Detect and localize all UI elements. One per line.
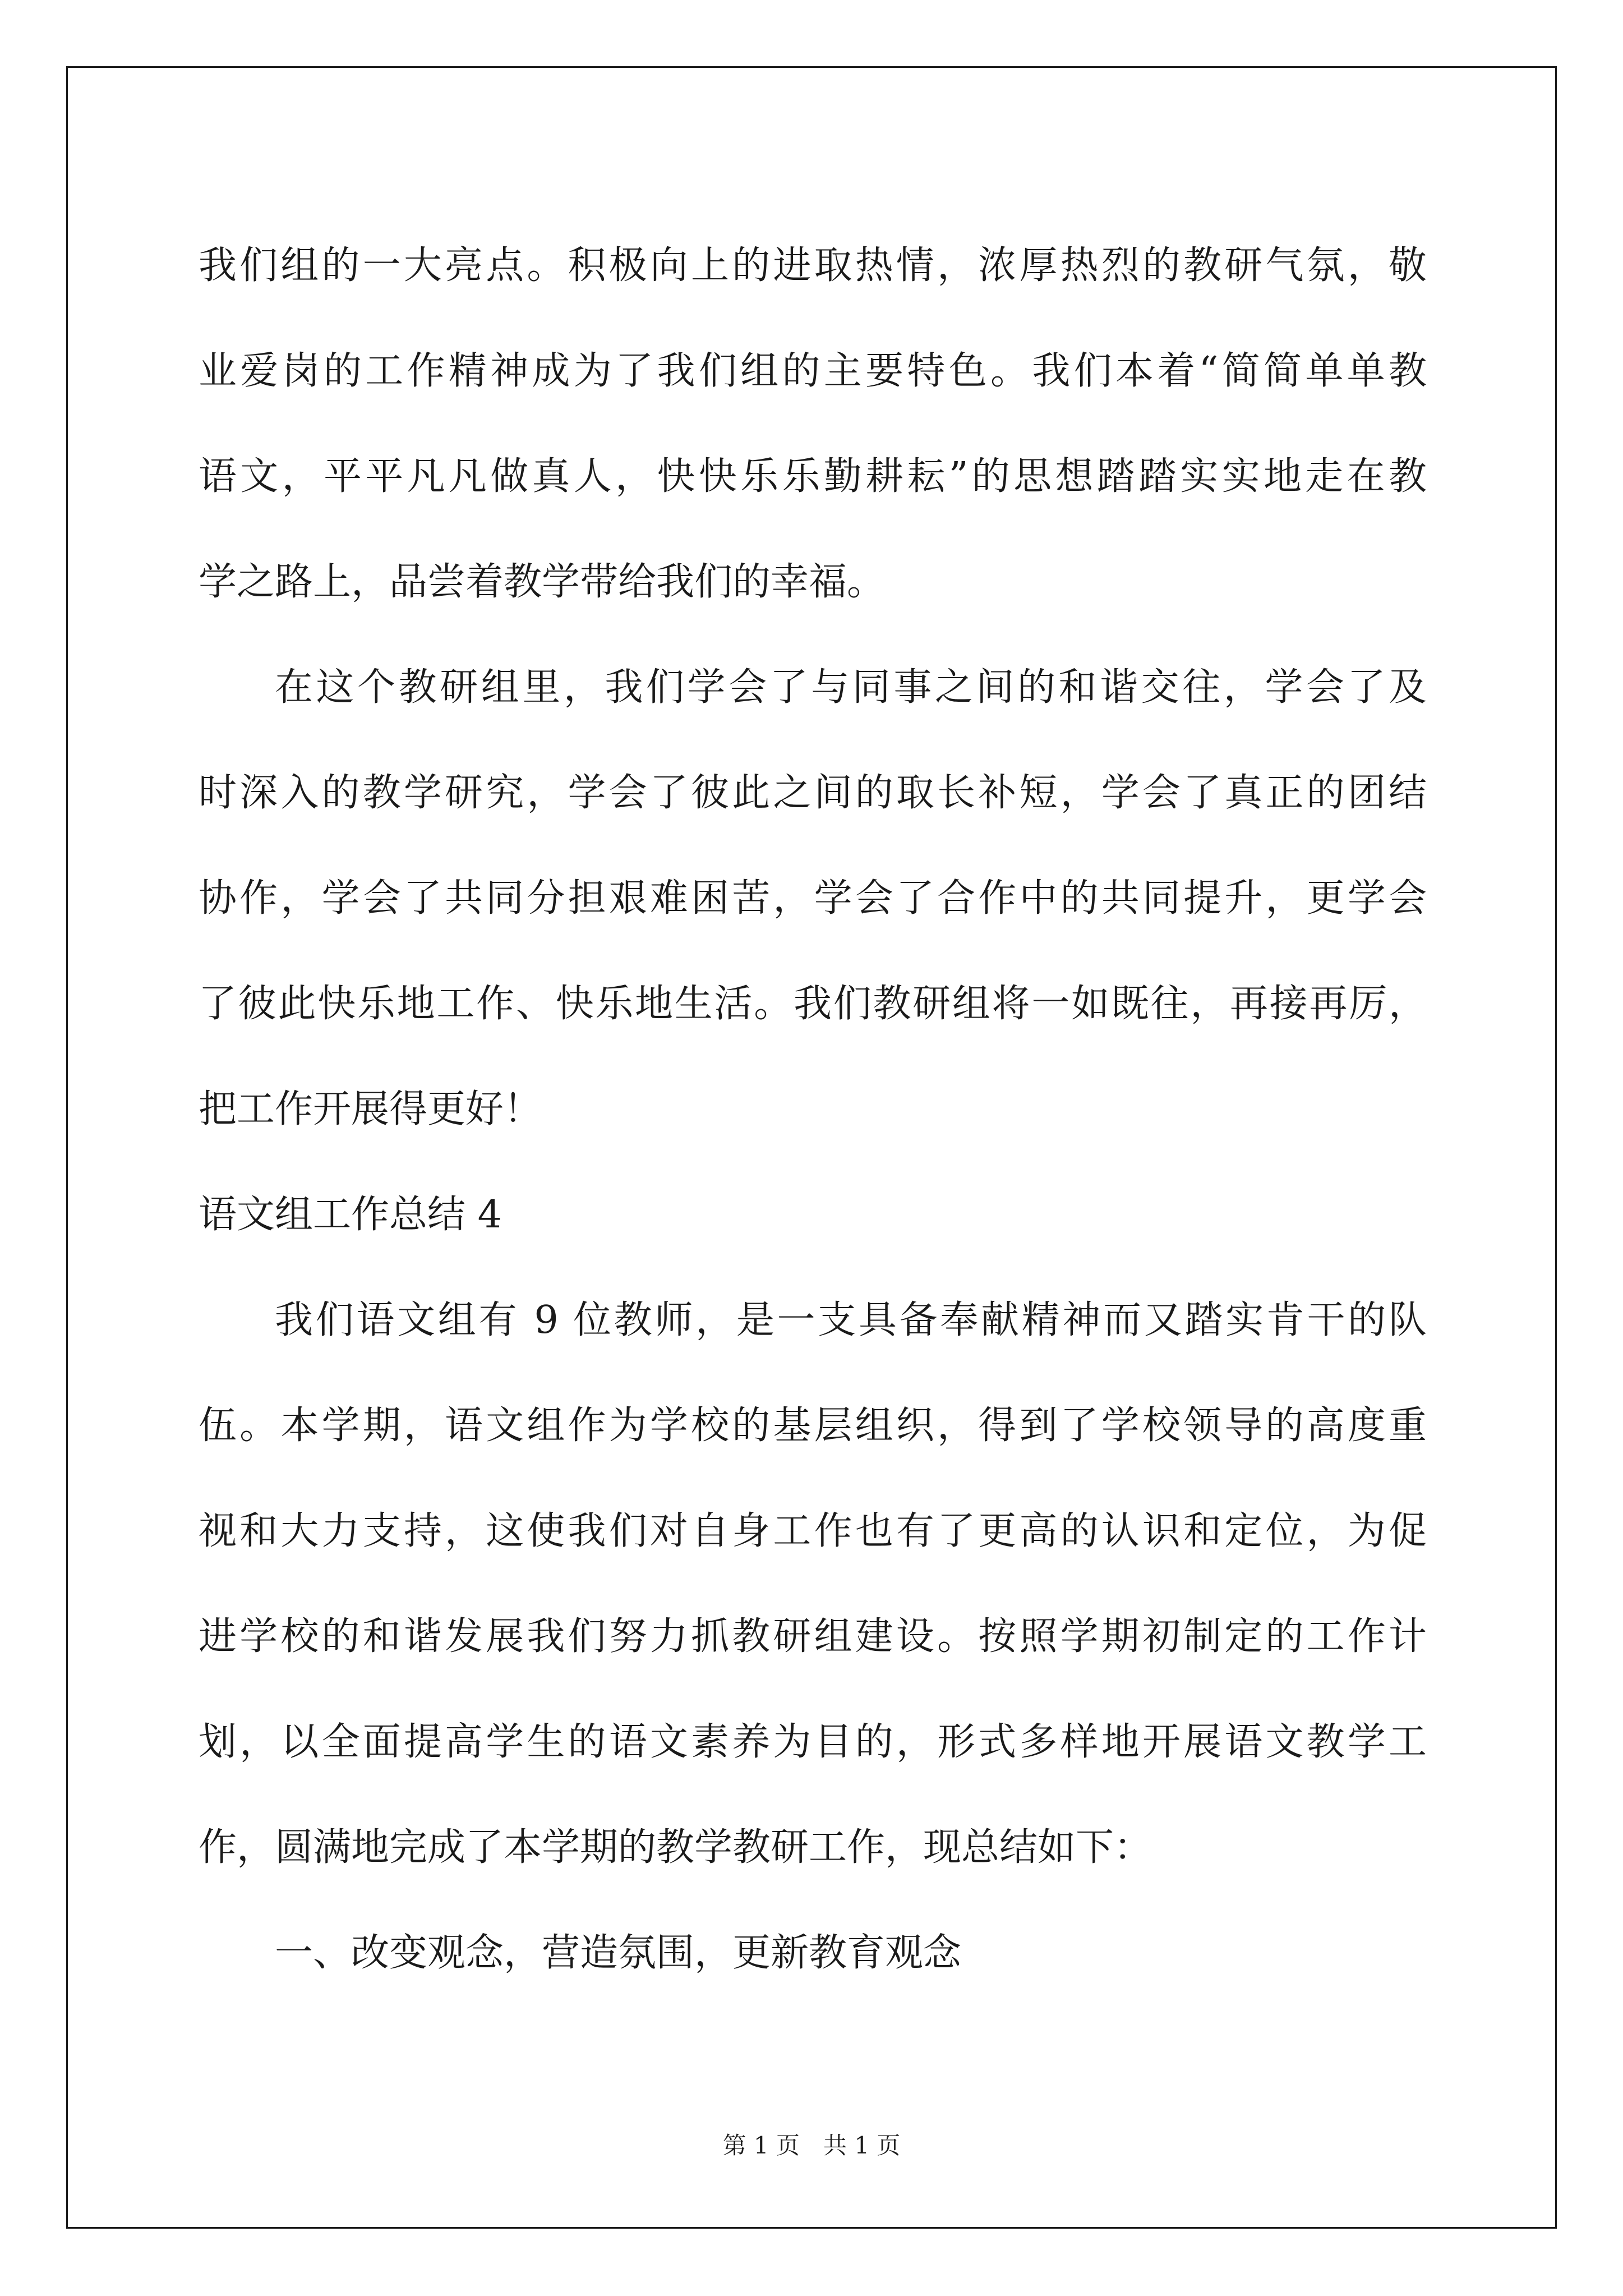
text-line: 时深入的教学研究，学会了彼此之间的取长补短，学会了真正的团结 (199, 771, 1427, 815)
paragraph (199, 635, 1427, 1162)
text-line: 业爱岗的工作精神成为了我们组的主要特色。我们本着“简简单单教 (199, 349, 1427, 393)
text-line: 了彼此快乐地工作、快乐地生活。我们教研组将一如既往，再接再厉， (199, 982, 1427, 1026)
text-line: 我们语文组有 9 位教师，是一支具备奉献精神而又踏实肯干的队 (275, 1298, 1427, 1342)
text-line: 作，圆满地完成了本学期的教学教研工作，现总结如下： (199, 1825, 1152, 1870)
text-line: 把工作开展得更好！ (199, 1087, 542, 1131)
text-line: 一、改变观念，营造氛围，更新教育观念 (275, 1931, 962, 1975)
paragraph (199, 213, 1427, 635)
heading-text: 语文组工作总结 4 (199, 1193, 502, 1237)
paragraph (199, 1268, 1427, 1901)
section-heading (199, 1162, 1427, 1268)
text-line: 在这个教研组里，我们学会了与同事之间的和谐交往，学会了及 (275, 665, 1427, 710)
text-line: 语文，平平凡凡做真人，快快乐乐勤耕耘”的思想踏踏实实地走在教 (199, 454, 1427, 499)
text-line: 我们组的一大亮点。积极向上的进取热情，浓厚热烈的教研气氛，敬 (199, 243, 1427, 288)
text-line: 伍。本学期，语文组作为学校的基层组织，得到了学校领导的高度重 (199, 1404, 1427, 1448)
text-line: 进学校的和谐发展我们努力抓教研组建设。按照学期初制定的工作计 (199, 1614, 1427, 1659)
paragraph (199, 1901, 1427, 2006)
text-line: 视和大力支持，这使我们对自身工作也有了更高的认识和定位，为促 (199, 1509, 1427, 1553)
document-body (199, 213, 1427, 2006)
page-footer: 第 1 页 共 1 页 (722, 2132, 901, 2159)
text-line: 协作，学会了共同分担艰难困苦，学会了合作中的共同提升，更学会 (199, 876, 1427, 921)
text-line: 学之路上，品尝着教学带给我们的幸福。 (199, 560, 886, 604)
text-line: 划，以全面提高学生的语文素养为目的，形式多样地开展语文教学工 (199, 1720, 1427, 1764)
